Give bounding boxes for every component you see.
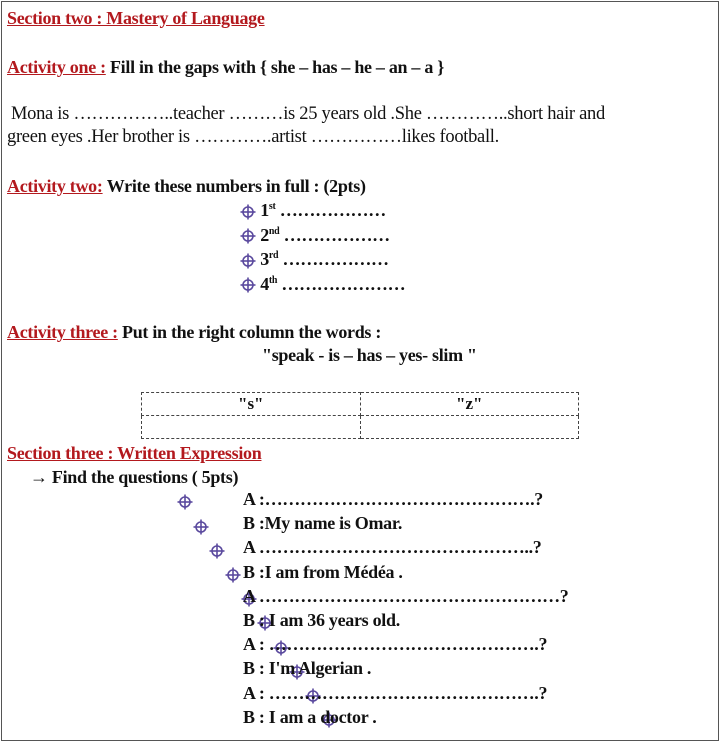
- section-two-title: Section two : Mastery of Language: [7, 8, 265, 28]
- crosshair-bullet-icon: [225, 567, 241, 583]
- column-s-header: "s": [142, 393, 361, 416]
- ordinal-number: 2: [260, 224, 269, 245]
- activity-three-label: Activity three :: [7, 322, 118, 342]
- column-z-header: "z": [360, 393, 579, 416]
- activity-one-instruction: Fill in the gaps with { she – has – he – an – a }: [109, 57, 445, 77]
- activity-three-heading: [7, 322, 381, 343]
- ordinal-suffix: th: [268, 274, 278, 286]
- gap-text-line-2: green eyes .Her brother is ………….artist ……………likes football.: [7, 127, 499, 147]
- ordinal-suffix: rd: [268, 250, 279, 261]
- dialogue-line: B : I am 36 years old.: [243, 610, 400, 630]
- section-three-title: Section three : Written Expression: [7, 443, 262, 463]
- sound-columns-table: [141, 392, 579, 439]
- ordinal-blank[interactable]: ………………: [283, 224, 390, 245]
- dialogue-line: B : I am a doctor .: [243, 706, 377, 727]
- crosshair-bullet-icon: [177, 494, 193, 510]
- ordinal-item: [240, 225, 390, 246]
- ordinal-item: [240, 274, 405, 295]
- gap-text-line-1: Mona is ……………..teacher ………is 25 years old .She …………..short hair and: [11, 104, 605, 124]
- column-s-answer[interactable]: [142, 416, 361, 439]
- ordinal-suffix: st: [268, 201, 276, 212]
- dialogue-line[interactable]: A : ……………………………………….?: [243, 682, 548, 703]
- crosshair-bullet-icon: [193, 519, 209, 535]
- section-three-task: → Find the questions ( 5pts): [30, 467, 239, 487]
- activity-one-heading: [7, 57, 444, 78]
- ordinal-suffix: nd: [268, 225, 280, 237]
- crosshair-bullet-icon: [240, 228, 256, 244]
- crosshair-bullet-icon: [209, 543, 225, 559]
- ordinal-item: [240, 200, 386, 221]
- activity-three-words: "speak - is – has – yes- slim ": [262, 345, 477, 365]
- activity-two-instruction: Write these numbers in full : (2pts): [106, 176, 366, 196]
- activity-two-label: Activity two:: [7, 176, 103, 196]
- activity-one-label: Activity one :: [7, 57, 106, 77]
- ordinal-number: 3: [260, 249, 269, 269]
- crosshair-bullet-icon: [240, 277, 256, 293]
- dialogue-line[interactable]: A ………………………………………..?: [243, 537, 542, 558]
- ordinal-number: 1: [260, 200, 269, 220]
- dialogue-line[interactable]: A :……………………………………….?: [243, 489, 544, 509]
- dialogue-line: B :My name is Omar.: [243, 513, 403, 534]
- ordinal-item: [240, 249, 389, 270]
- ordinal-number: 4: [260, 273, 269, 294]
- dialogue-line: B : I'm Algerian .: [243, 658, 372, 679]
- ordinal-blank[interactable]: …………………: [281, 273, 406, 294]
- dialogue-line[interactable]: A ……………………………………………?: [243, 585, 569, 606]
- dialogue-line: B :I am from Médéa .: [243, 561, 403, 582]
- dialogue-line[interactable]: A : ……………………………………….?: [243, 634, 548, 655]
- column-z-answer[interactable]: [360, 416, 579, 439]
- ordinal-blank[interactable]: ………………: [282, 249, 389, 269]
- crosshair-bullet-icon: [240, 253, 256, 269]
- crosshair-bullet-icon: [240, 204, 256, 220]
- activity-three-instruction: Put in the right column the words :: [122, 322, 382, 342]
- ordinal-blank[interactable]: ………………: [279, 200, 386, 220]
- activity-two-heading: [7, 176, 366, 197]
